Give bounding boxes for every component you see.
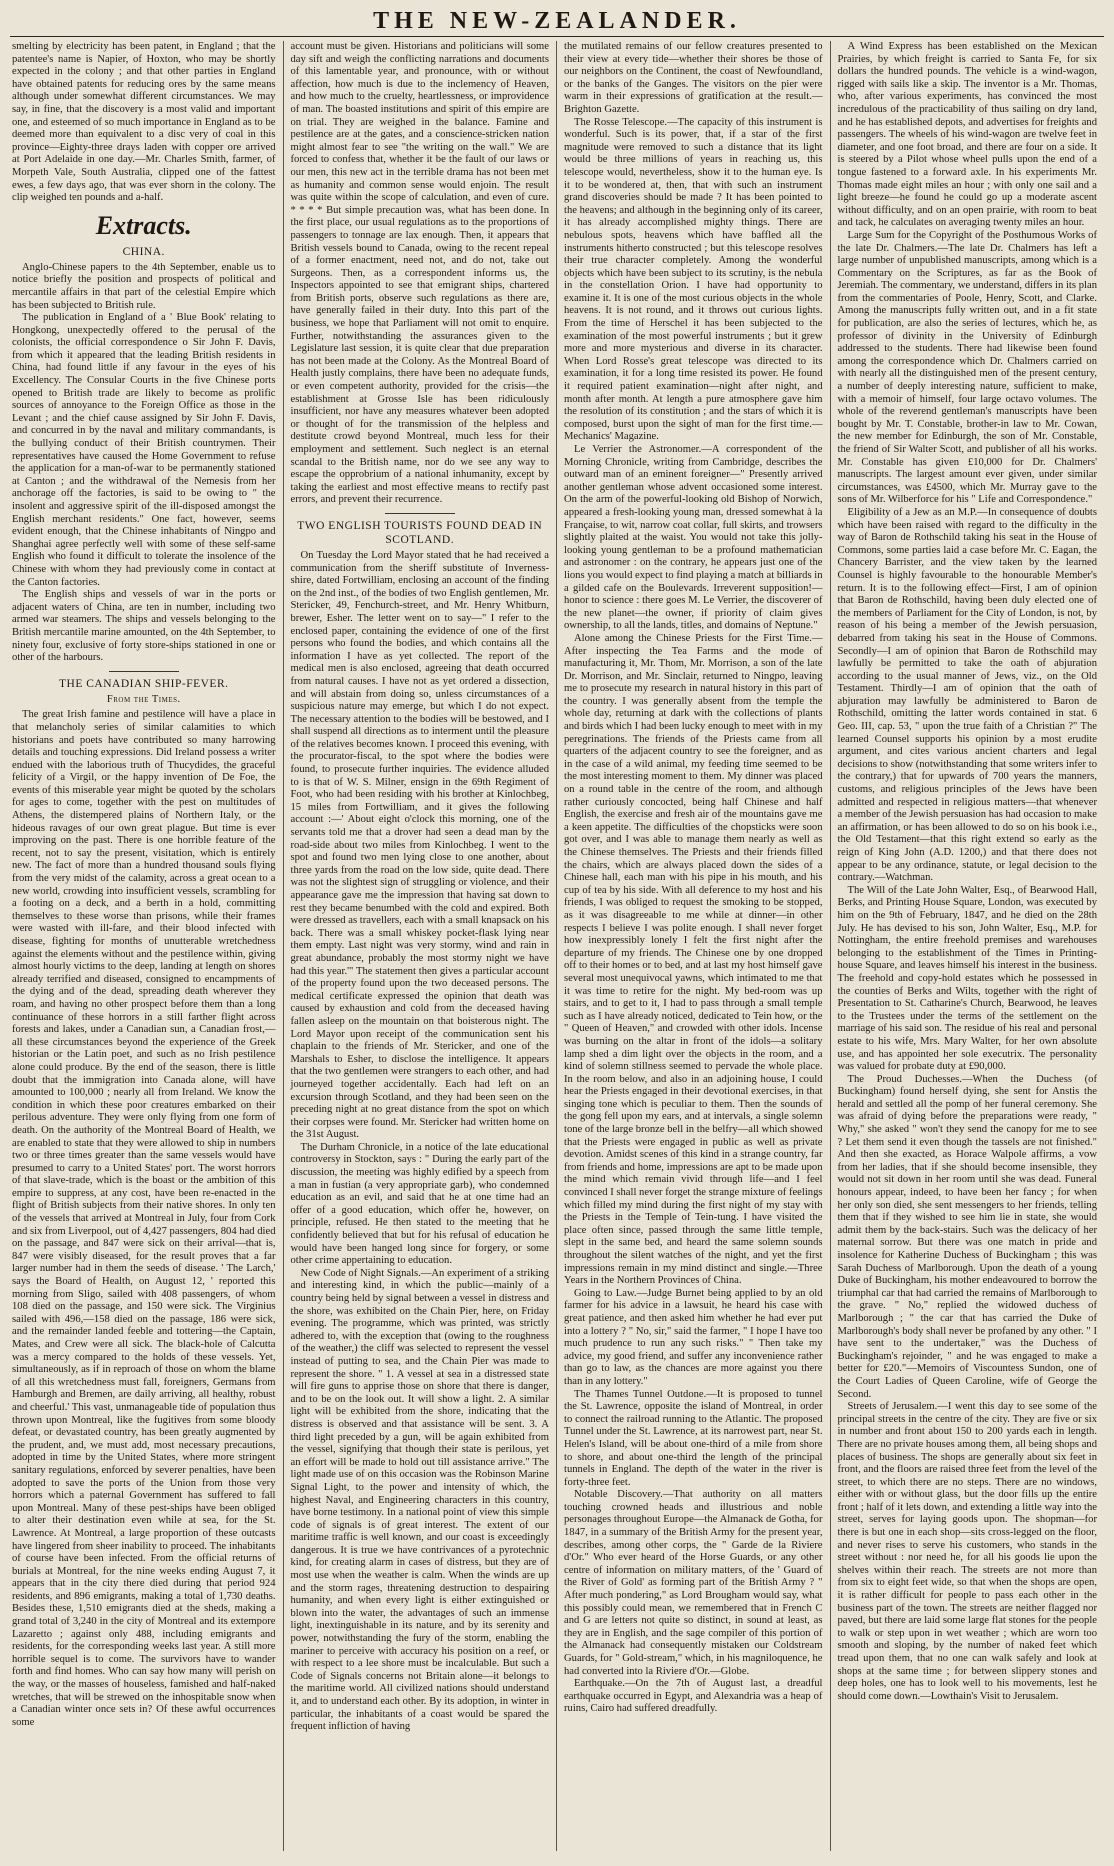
- rosse-telescope-paragraph: The Rosse Telescope.—The capacity of this instrument is wonderful. Such is its power, that, if a star of the first magnitude were removed to such a distance that its light would be three millions of years in reaching us, this telescope would, nevertheless, show it to the human eye. Is it to be wondered at, then, that with such an instrument grand discoveries should be made ? It has been pointed to the heavens; and although in the beginning only of its career, it has already accomplished mighty things. There are nebulous spots, heavens which have baffled all the instruments hitherto constructed ; but this telescope resolves their true character completely. Among the wonderful objects which have been subject to its scrutiny, is the nebula in the constellation Orion. I have had opportunity to examine it. It is one of the most curious objects in the whole heavens. It is not round, and it throws out curious lights. From the time of Herschel it has been subjected to the examination of the most powerful instruments ; but it grew more and more mysterious and diverse in its character. When Lord Rosse's great telescope was directed to its examination, it for a long time resisted its power. He found it required patient examination—night after night, and month after month. At length a pure atmosphere gave him the resolution of its constitution ; and the stars of which it is composed, burst upon the sight of man for the first time.—Mechanics' Magazine.: [564, 116, 823, 443]
- chalmers-paragraph: Large Sum for the Copyright of the Posthumous Works of the late Dr. Chalmers.—The late Dr. Chalmers has left a large number of unpublished manuscripts, among which is a Commentary on the Scriptures, as far as the Book of Jeremiah. The commentary, we understand, differs in its plan from the commentaries of Poole, Henry, Scott, and Clarke. Among the manuscripts fully written out, and in a fit state for publication, are also the series of lectures, which he, as professor of divinity in the University of Edinburgh addressed to the students. There had likewise been found among the correspondence which Dr. Chalmers carried on with nearly all the distinguished men of the present century, a number of deeply interesting nature, sufficient to make, with a memoir of himself, four large octavo volumes. The whole of the reverend gentleman's manuscripts have been bought by Mr. T. Constable, brother-in law to Mr. Cowan, the new member for Edinburgh, the son of Mr. Constable, the friend of Sir Walter Scott, and publisher of all his works. Mr. Constable has given £10,000 for Dr. Chalmers' manuscripts. The largest amount ever given, under similar circumstances, was £4500, which Mr. Murray gave to the sons of Mr. Wilberforce for his " Life and Correspondence.": [837, 229, 1097, 506]
- china-paragraph-1: Anglo-Chinese papers to the 4th September, enable us to notice briefly the position and prospects of political and mercantile affairs in that part of the celestial Empire which has been subjected to British rule.: [12, 261, 276, 311]
- ship-fever-source: From the Times.: [106, 693, 181, 705]
- column-2: [284, 41, 558, 1851]
- earthquake-paragraph: Earthquake.—On the 7th of August last, a dreadful earthquake occurred in Egypt, and Alexandria was a heap of ruins, Cairo had suffered dreadfully.: [564, 1678, 823, 1715]
- china-paragraph-2: The publication in England of a ' Blue Book' relating to Hongkong, unexpectedly offered to the perusal of the colonists, the official correspondence o Sir John F. Davis, from which it appeared that the leading British residents in China, had found little if any favour in the eyes of his Excellency. The Consular Courts in the five Chinese ports opened to British trade are likely to become as prolific sources of annoyance to the Foreign Office as those in the Levant ; and the chief cause assigned by Sir John F. Davis, and concurred in by the naval and military commandants, is the bullying conduct of their British countrymen. Their representatives have caused the Home Government to refuse the application for a man-of-war to be permanently stationed at Canton ; and the withdrawal of the Nemesis from her anchorage off the factories, is said to be owing to " the insolent and aggressive spirit of the ill-disposed amongst the English merchant residents." One fact, however, seems evident enough, that the Chinese inhabitants of Ningpo and Shanghai agree perfectly well with some of these self-same English who found it difficult to tolerate the insolence of the Chinese with whom they had previously come in contact at the Canton factories.: [12, 312, 276, 588]
- column-4: [831, 41, 1105, 1851]
- ship-fever-paragraph: The great Irish famine and pestilence will have a place in that melancholy series of similar calamities to which historians and poets have contributed so many harrowing details and touching expressions. Did Ireland possess a writer endued with the laborious truth of Thucydides, the graceful felicity of a Virgil, or the happy invention of De Foe, the events of this miserable year might be quoted by the scholars for ages to come, together with the pest on multitudes of Athens, the distempered plains of Northern Italy, or the hideous ravages of our own great plague. But time is ever improving on the past. There is one horrible feature of the recent, not to say the present, visitation, which is entirely new. The fact of more than a hundred thousand souls flying from the very midst of the calamity, across a great ocean to a new world, crowding into insufficient vessels, scrambling for a footing on a deck, and a berth in a hold, committing themselves to these worse than prisons, while their frames were wasted with ill-fare, and their blood infected with disease, fighting for months of unutterable wretchedness against the elements without and the pestilence within, giving almost hourly victims to the deep, landing at length on shores already terrified and diseased, consigned to encampments of the dying and of the dead, spreading death wherever they roam, and having no other prospect before them than a long continuance of these horrors in a still farther flight across forests and lakes, under a Canadian sun, a Canadian frost,—all these circumstances beyond the experience of the Greek historian or the Latin poet, and such as no Irish pestilence alone could produce. By the end of the season, there is little doubt that the immigration into Canada alone, will have amounted to 100,000 ; nearly all from Ireland. We know the condition in which these poor creatures embarked on their perilous adventure. They were only flying from one form of death. On the authority of the Montreal Board of Health, we are enabled to state that they were allowed to ship in numbers two or three times greater than the same vessels would have presumed to carry to a United States' port. The worst horrors of that slave-trade, which is the boast or the ambition of this empire to suppress, at any cost, have been re-enacted in the flight of British subjects from their native shores. In only ten of the vessels that arrived at Montreal in July, four from Cork and six from Liverpool, out of 4,427 passengers, 804 had died on the passage, and 847 were sick on their arrival—that is, 847 were visibly diseased, for the result proves that a far larger number had in them the seeds of disease. ' The Larch,' says the Board of Health, on August 12, ' reported this morning from Sligo, sailed with 408 passengers, of whom 108 died on the passage, and 150 were sick. The Virginius sailed with 496,—158 died on the passage, 186 were sick, and the remainder landed feeble and tottering—the Captain, Mates, and Crew were all sick. The black-hole of Calcutta was a mercy compared to the holds of these vessels. Yet, simultaneously, as if in reproach of those on whom the blame of all this wretchedness must fall, foreigners, Germans from Hamburgh and Bremen, are daily arriving, all healthy, robust and cheerful.' This vast, unmanageable tide of population thus thrown upon Montreal, like the fugitives from some bloody defeat, or devastated country, has been greatly augmented by the prudent, and, we must add, most necessary precautions, adopted in time by the United States, where more stringent sanitary regulations, enforced by severer penalties, have been adopted to save the ports of the Union from those very horrors which a paternal Government has suffered to fall upon Montreal. Many of these pest-ships have been obliged to alter their destination even while at sea, for the St. Lawrence. At Montreal, a large proportion of these outcasts have lingered from sheer inability to proceed. The inhabitants of course have been infected. From the official returns of burials at Montreal, for the nine weeks ending August 7, it appears that in the city there died during that period 924 residents, and 896 emigrants, making a total of 1,730 deaths. Besides these, 1,510 emigrants died at the sheds, making a grand total of 3,240 in the city of Montreal and its extempore Lazaretto ; against only 488, including emigrants and residents, for the corresponding weeks last year. A still more horrible sequel is to come. The survivors have to wander forth and find homes. Who can say how many will perish on the way, or the masses of houseless, famished and half-naked wretches, that will be strewed on the inhospitable snow when a Canadian winter once sets in? Of these awful occurrences some: [12, 709, 276, 1728]
- thames-tunnel-paragraph: The Thames Tunnel Outdone.—It is proposed to tunnel the St. Lawrence, opposite the island of Montreal, in order to connect the railroad running to the Atlantic. The proposed Tunnel under the St. Lawrence, at its narrowest part, near St. Helen's Island, will be about one-third of a mile from shore to shore, and about one-third the length of the principal tunnels in England. The depth of the water in the river is forty-three feet.: [564, 1388, 823, 1488]
- column-1: [10, 41, 284, 1851]
- ship-fever-heading: THE CANADIAN SHIP-FEVER.: [59, 677, 229, 690]
- columns: [10, 41, 1104, 1851]
- jew-mp-paragraph: Eligibility of a Jew as an M.P.—In consequence of doubts which have been raised with regard to the difficulty in the way of Baron de Rothschild taking his seat in the House of Commons, some parties laid a case before Mr. C. Eagan, the Chancery Barrister, and the view taken by the learned Counsel is highly favourable to the honourable Member's return. It is to the following effect—First, I am of opinion that Baron de Rothschild, having been duly elected one of the members of Parliament for the City of London, is not, by reason of his being a member of the Jewish persuasion, debarred from taking his seat in the House of Commons. Secondly—I am of opinion that Baron de Rothschild may lawfully be permitted to take the oath of abjuration according to the usual manner of Jews, viz., on the Old Testament. Thirdly—I am of opinion that the oath of abjuration may lawfully be administered to Baron de Rothschild, omitting the latter words contained in stat. 6 Geo. III, cap. 53, " upon the true faith of a Christian ?" The learned Counsel supports his opinion by a most erudite argument, and cites various ancient charters and legal decisions to show (notwithstanding that some writers infer to the contrary,) that for upwards of 700 years the manners, customs, and religious principles of the Jews have been admitted and respected in religious matters—that whenever a member of the Jewish persuasion has had occasion to make an affirmation, or has been allowed to do so on his book i.e., the Old Testament—that this right extend so early as the reign of King John (A.D. 1200,) and that there does not appear to be any ordinance, statute, or legal decision to the contrary.—Watchman.: [837, 506, 1097, 884]
- china-paragraph-3: The English ships and vessels of war in the ports or adjacent waters of China, are ten in number, including two armed war steamers. The ships and vessels belonging to the British mercantile marine amounted, on the 4th September, to ninety four, exclusive of forty store-ships stationed in one or other of the harbours.: [12, 589, 276, 664]
- durham-chronicle-paragraph: The Durham Chronicle, in a notice of the late educational controversy in Stockton, says : " During the early part of the discussion, the meeting was highly edified by a speech from a man in fustian (a very appropriate garb), who condemned education as an evil, and said that he at one time had an offer of a good education, which offer he, however, on principle, refused. He then stated to the meeting that he confidently believed that but for his refusal of education he would have been hanged long since for forgery, or some other crime appertaining to education.: [290, 1141, 549, 1267]
- tourists-heading: TWO ENGLISH TOURISTS FOUND DEAD IN SCOTLAND.: [297, 519, 543, 546]
- wind-express-paragraph: A Wind Express has been established on the Mexican Prairies, by which freight is carried to Santa Fe, for six dollars the hundred pounds. The vehicle is a wind-wagon, rigged with sails like a skip. The inventor is a Mr. Thomas, who, after various experiments, has convinced the most incredulous of the practicability of thus sailing on dry land, and he has established depots, and advertises for freights and passengers. The wheels of his wind-wagon are twelve feet in diameter, and one foot broad, and there are four on a side. It is steered by a Pilot whose wheel pulls upon the end of a tongue fastened to a forward axle. In his experiments Mr. Thomas made eight miles an hour ; with only one sail and a light breeze—he found he could go up a moderate ascent without difficulty, and on an open prairie, with room to beat and tack, he calculates on averaging twenty miles an hour.: [837, 41, 1097, 229]
- masthead: THE NEW-ZEALANDER.: [373, 8, 741, 34]
- ship-fever-continued: account must be given. Historians and politicians will some day sift and weigh the conflicting narrations and documents of this lamentable year, and pronounce, with or without affection, how much is due to the inclemency of Heaven, and how much to the cruelty, heartlessness, or improvidence of man. The boasted institutions and spirit of this empire are on trial. They are weighed in the balance. Famine and pestilence are at the gates, and a conscience-stricken nation might almost fear to see "the writing on the wall." We are forced to confess that, whether it be the fault of our laws or our men, this new act in the terrible drama has not been met as humanity and common sense would enjoin. The result was quite within the scope of calculation, and even of cure. * * * * But simple precaution was, what has been done. In the first place, our usual regulations as to the proportions of passengers to tonnage are lax enough. Then, it appears that British vessels bound to Canada, owing to the recent repeal of a former enactment, need not, and do not, take out Surgeons. Then, as a correspondent informs us, the Inspectors appointed to see that emigrant ships, chartered from British ports, observe such regulations as there are, have generally failed in their duty. Into this part of the business, we hope that Parliament will not omit to enquire. Further, notwithstanding the assurances given to the Legislature last session, it is quite clear that due preparation has not been made at the Colony. As the Montreal Board of Health justly complains, there have been no adequate funds, or even competent authority, provided for the crisis—the establishment at Grosse Isle has been ridiculously insufficient, nor have any measures whatever been adopted or thought of for the transmission of the helpless and destitute crowd beyond Montreal, much less for their employment and settlement. Such neglect is an eternal scandal to the British name, nor do we see any way to escape the opprobrium of a national inhumanity, except by taking the earliest and most effective means to rectify past errors, and prevent their recurrence.: [290, 41, 549, 506]
- proud-duchesses-paragraph: The Proud Duchesses.—When the Duchess (of Buckingham) found herself dying, she sent for Anstis the herald and settled all the pomp of her funeral ceremony. She was afraid of dying before the preparations were ready, " Why," she asked " won't they send the canopy for me to see ? Let them send it even though the tassels are not finished." And then she exacted, as Horace Walpole affirms, a vow from her ladies, that if she should become insensible, they would not sit down in her room until she was dead. Funeral honours appear, indeed, to have been her fancy ; for when her only son died, she sent messengers to her friends, telling them that if they wished to see him lie in state, she would admit them by the back-stairs. Such was the delicacy of her maternal sorrow. But there was one match in pride and insolence for Katherine Duchess of Buckingham ; this was Sarah Duchess of Marlborough. Upon the death of a young Duke of Buckingham, his mother endeavoured to borrow the triumphal car that had carried the remains of Marlborough to the grave. " No," replied the widowed duchess of Marlborough ; " the car that has carried the Duke of Marlborough's body shall never be profaned by any other. " I have sent to the undertaker," was the Duchess of Buckingham's rejoinder, " and he was engaged to make a better for £20."—Memoirs of Viscountess Sundon, one of the Court Ladies of Queen Caroline, wife of George the Second.: [837, 1073, 1097, 1400]
- tourists-paragraph: On Tuesday the Lord Mayor stated that he had received a communication from the sheriff substitute of Inverness-shire, dated Fortwilliam, enclosing an account of the finding on the 2nd inst., of the bodies of two English gentlemen, Mr. Stericker, 49, Fenchurch-street, and Mr. Henry Whitburn, brewer, Esher. The letter went on to say—" I refer to the enclosed paper, containing the evidence of one of the first persons who found the bodies, and which contains all the information I have as yet collected. The report of the medical men is also enclosed, agreeing that death occurred from natural causes. I have not as yet ordered a dissection, and will abstain from doing so, unless circumstances of a suspicious nature may emerge, but which I do not expect. The necessary attention to the bodies will be bestowed, and I shall suspend all directions as to interment until the pleasure of the relatives becomes known. I proceed this evening, with the procurator-fiscal, to the spot where the bodies were found, to prosecute further inquiries. The evidence alluded to is that of W. S. Milner, ensign in the 69th Regiment of Foot, who had been residing with his brother at Kinlochbeg, 15 miles from Fortwilliam, and it gives the following account :—' About eight o'clock this morning, one of the servants told me that a drover had seen a dead man by the road-side about two miles from Kinlochbeg. I went to the spot and found two men lying close to one another, about three yards from the road on the low side, quite dead. There was not the slightest sign of struggling or violence, and their appearance gave me the impression that having sat down to rest they became benumbed with the cold and expired. Both were dressed as travellers, each with a small knapsack on his back. There was a small whiskey pocket-flask lying near them empty. Last night was very stormy, wind and rain in great abundance, probably the most stormy night we have had this year.'" The statement then gives a particular account of the property found upon the two deceased persons. The medical certificate expressed the opinion that death was caused by exhaustion and cold from the deceased having fallen asleep on the mountain on that boisterous night. The Lord Mayor upon receipt of the communication sent his chaplain to the friends of Mr. Stericker, and one of the Marshals to Esher, to disclose the intelligence. It appears that the two gentlemen were strangers to each other, and had journeyed together accidentally. Each had left on an excursion through Scotland, and they had been seen on the preceding night at no great distance from the spot on which their corpses were found. Mr. Stericker had written home on the 31st August.: [290, 549, 549, 1141]
- masthead-rule: [10, 36, 1104, 37]
- divider: [385, 513, 455, 514]
- divider: [109, 671, 179, 672]
- le-verrier-paragraph: Le Verrier the Astronomer.—A correspondent of the Morning Chronicle, writing from Cambridge, describes the outward man of an eminent foreigner—" Presently arrived another gentleman whose advent occasioned some interest. On the arm of the powerful-looking old Bishop of Norwich, appeared a fresh-looking young man, dressed somewhat à la Française, to wit, narrow coat collar, full skirts, and trowsers slightly plaited at the waist. You would not take this jolly-looking young gentleman to be a profound mathematician and astronomer : on the contrary, he appears just one of the lions you would expect to find playing a match at billiards in a gilded cafe on the Boulevards. Irreverent supposition!—honor to science : there goes M. Le Verrier, the discoverer of the new planet—the owner, if priority of claim gives ownership, to all the lands, titles, and domains of Neptune.": [564, 444, 823, 632]
- chinese-priests-paragraph: Alone among the Chinese Priests for the First Time.—After inspecting the Tea Farms and the mode of manufacturing it, Mr. Thom, Mr. Morrison, a son of the late Dr. Morrison, and Mr. Sinclair, returned to Ningpo, leaving me to prosecute my research in natural history in this part of the country. I was generally absent from the temple the whole day, returning at dark with the collections of plants and birds which I had been lucky enough to meet with in my peregrinations. The friends of the Priests came from all quarters of the adjacent country to see the foreigner, and as in the case of a wild animal, my feeding time seemed to be the most interesting moment to them. My dinner was placed on a round table in the centre of the room, and although rather curiously concocted, being half Chinese and half English, the exercise and fresh air of the mountains gave me a keen appetite. The difficulties of the chopsticks were soon got over, and I was able to manage them nearly as well as the Chinese themselves. The Priests and their friends filled the chairs, which are always placed down the sides of a Chinese hall, each man with his pipe in his mouth, and his cup of tea by his side. With all deference to my host and his friends, I was obliged to request the smoking to be stopped, as it was disagreeable to me while at dinner—in other respects I believe I was polite enough. I shall never forget how inexpressibly lonely I felt the first night after the departure of my friends. The Chinese one by one dropped off to their homes or to bed, and at last my host himself gave several most unequivocal yawns, which intimated to me that it was time to retire for the night. My bed-room was up stairs, and to get to it, I had to pass through a small temple such as I have already noticed, dedicated to Tein how, or the " Queen of Heaven," and crowded with other idols. Incense was burning on the altar in front of the idols—a solitary lamp shed a dim light over the objects in the room, and a kind of solemn stillness seemed to pervade the whole place. In the room below, and also in an adjoining house, I could hear the Priests engaged in their devotional exercises, in that singing tone which is peculiar to them. Then the sounds of the gong fell upon my ears, and at intervals, a single solemn tone of the large bronze bell in the belfry—all which showed that the Priests were engaged in public as well as private devotion. Amidst scenes of this kind in a strange country, far from friends and home, impressions are apt to be made upon the mind which remain vivid through life—and I feel convinced I shall never forget the strange mixture of feelings which filled my mind during the first night of my stay with the Priests in the Temple of Tein-tung. I have visited the place often since, passed through the same little temple, slept in the same bed, and heard the same solemn sounds throughout the silent watches of the night, and yet the first impressions remain in my mind distinct and single.—Three Years in the Northern Provinces of China.: [564, 632, 823, 1287]
- article-electricity: smelting by electricity has been patent, in England ; that the patentee's name is Napier, of Hoxton, who may be shortly expected in the colony ; and that other parties in England have obtained patents for reducing ores by the same means although under somewhat different circumstances. We may say, in fine, that the discovery is a most valid and important one, and esteemed of so much importance in England as to be deemed more than equivalent to a disc very of coal in this province—Eighty-three drays laden with copper ore arrived at Port Adelaide in one day.—Mr. Charles Smith, farmer, of Morpeth Vale, South Australia, clipped one of the fattest ewes, a few days ago, that was ever shorn in the colony. The clip weighed ten pounds and a-half.: [12, 41, 276, 204]
- night-signals-paragraph: New Code of Night Signals.—An experiment of a striking and interesting kind, in which the public—mainly of a country being held by signal between a vessel in distress and the shore, was exhibited on the Chain Pier, here, on Friday evening. The programme, which was printed, was strictly adhered to, with the exception that (owing to the roughness of the weather,) the cliff was selected to represent the vessel instead of putting to sea, and the Chain Pier was made to represent the shore. " 1. A vessel at sea in a distressed state will fire guns to apprise those on shore that there is danger, and to be on the look out. It will show a light. 2. A similar light will be exhibited from the shore, indicating that the distress is observed and that assistance will be sent. 3. A third light preceded by a gun, will be again exhibited from the vessel, signifying that though their state is perilous, yet an effort will be made to hold out till assistance arrive." The light made use of on this occasion was the Robinson Marine Signal Light, to the power and intensity of which, the highest Naval, and Engineering characters in this country, have borne testimony. In a national point of view this simple code of signals is of great interest. The extent of our maritime traffic is well known, and our coast is exceedingly dangerous. It is true we have contrivances of a pyrotechnic kind, for creating alarm in cases of distress, but they are of most use when the weather is calm. When the winds are up and the storm rages, threatening destruction to despairing humanity, and when every light is either extinguished or blown into the water, the advantages of such an immense light, inextinguishable in its nature, and by its serenity and power, notwithstanding the fury of the storm, enabling the mariner to perceive with accuracy his position on a reef, or with respect to a lee shore must be incalculable. But such a Code of Signals concerns not Britain alone—it belongs to the maritime world. All civilized nations should understand it, and to understand each other. By its adoption, in winter in particular, the inhabitants of a coast would be spared the frequent infliction of having: [290, 1267, 549, 1733]
- going-to-law-paragraph: Going to Law.—Judge Burnet being applied to by an old farmer for his advice in a lawsuit, he heard his case with great patience, and then asked him whether he had ever put into a lottery ? " No, sir," said the farmer, " I hope I have too much prudence to run any such risks." " Then take my advice, my good friend, and suffer any inconvenience rather than go to law, as the chances are more against you there than in any lottery.": [564, 1287, 823, 1387]
- column-3: [557, 41, 831, 1851]
- extracts-heading: Extracts.: [95, 210, 192, 240]
- walter-will-paragraph: The Will of the Late John Walter, Esq., of Bearwood Hall, Berks, and Printing House Square, London, was executed by him on the 9th of February, 1847, and he died on the 28th July. He has devised to his son, John Walter, Esq., M.P. for Nottingham, the entire freehold premises and warehouses belonging to the establishment of the Times in Printing-house Square, and leaves himself his interest in the business. The freehold and copy-hold estates which he possessed in the counties of Berks and Wilts, together with the right of Presentation to St. Catharine's Church, Bearwood, he leaves to the Trustees under the terms of the settlement on the marriage of his said son. The residue of his real and personal estate to his wife, Mrs. Mary Walter, for her own absolute use, and has appointed her sole executrix. The personality was valued for probate duty at £90,000.: [837, 884, 1097, 1073]
- signals-continued: the mutilated remains of our fellow creatures presented to their view at every tide—whether their shores be those of our neighbors on the Continent, the coast of Newfoundland, or the banks of the Ganges. The visitors on the pier were warm in their expressions of gratification at the result.—Brighton Gazette.: [564, 41, 823, 115]
- notable-discovery-paragraph: Notable Discovery.—That authority on all matters touching crowned heads and illustrious and noble personages throughout Europe—the Almanack de Gotha, for 1847, in a summary of the British Army for the present year, describes, among other corps, the " Garde de la Riviere d'Or." Who ever heard of the Horse Guards, or any other centre of information on military matters, of the ' Guard of the River of Gold' as forming part of the British Army ? " After much pondering," as Lord Brougham would say, what this possibly could mean, we remembered that in French C and G are letters not quite so distinct, in sound at least, as they are in English, and the sage compiler of this portion of the Almanack had consequently mistaken our Coldstream Guards, for " Gold-stream," which, in his magniloquence, he had converted into la Riviere d'Or.—Globe.: [564, 1489, 823, 1677]
- china-heading: CHINA.: [122, 245, 165, 258]
- jerusalem-paragraph: Streets of Jerusalem.—I went this day to see some of the principal streets in the centre of the city. They are five or six in number and front about 150 to 200 yards each in length. There are no private houses among them, all being shops and places of business. The shops are generally about six feet in front, and the floors are raised three feet from the level of the street, to which there are no steps. There are no windows, either with or without glass, but the door fills up the entire front ; half of it lets down, and extending a little way into the street, serves for laying goods upon. The shopman—for there is but one in each shop—sits cross-legged on the floor, and never rises to serve his customers, who stands in the street without : nor need he, for all his goods lie upon the shelves within their reach. The streets are not more than from six to eight feet wide, so that when the shops are open, it is rather difficult for people to pass each other in the business part of the town. The streets are neither flagged nor paved, but there are laid some large flat stones for the people to walk or step upon in wet weather ; which are worn too smooth and sloping, by the number of naked feet which tread upon them, that no one can walk safely and look at shops at the same time ; for between slippery stones and deep holes, one has to look well to his movements, lest he should come down.—Lowthain's Visit to Jerusalem.: [837, 1401, 1097, 1702]
